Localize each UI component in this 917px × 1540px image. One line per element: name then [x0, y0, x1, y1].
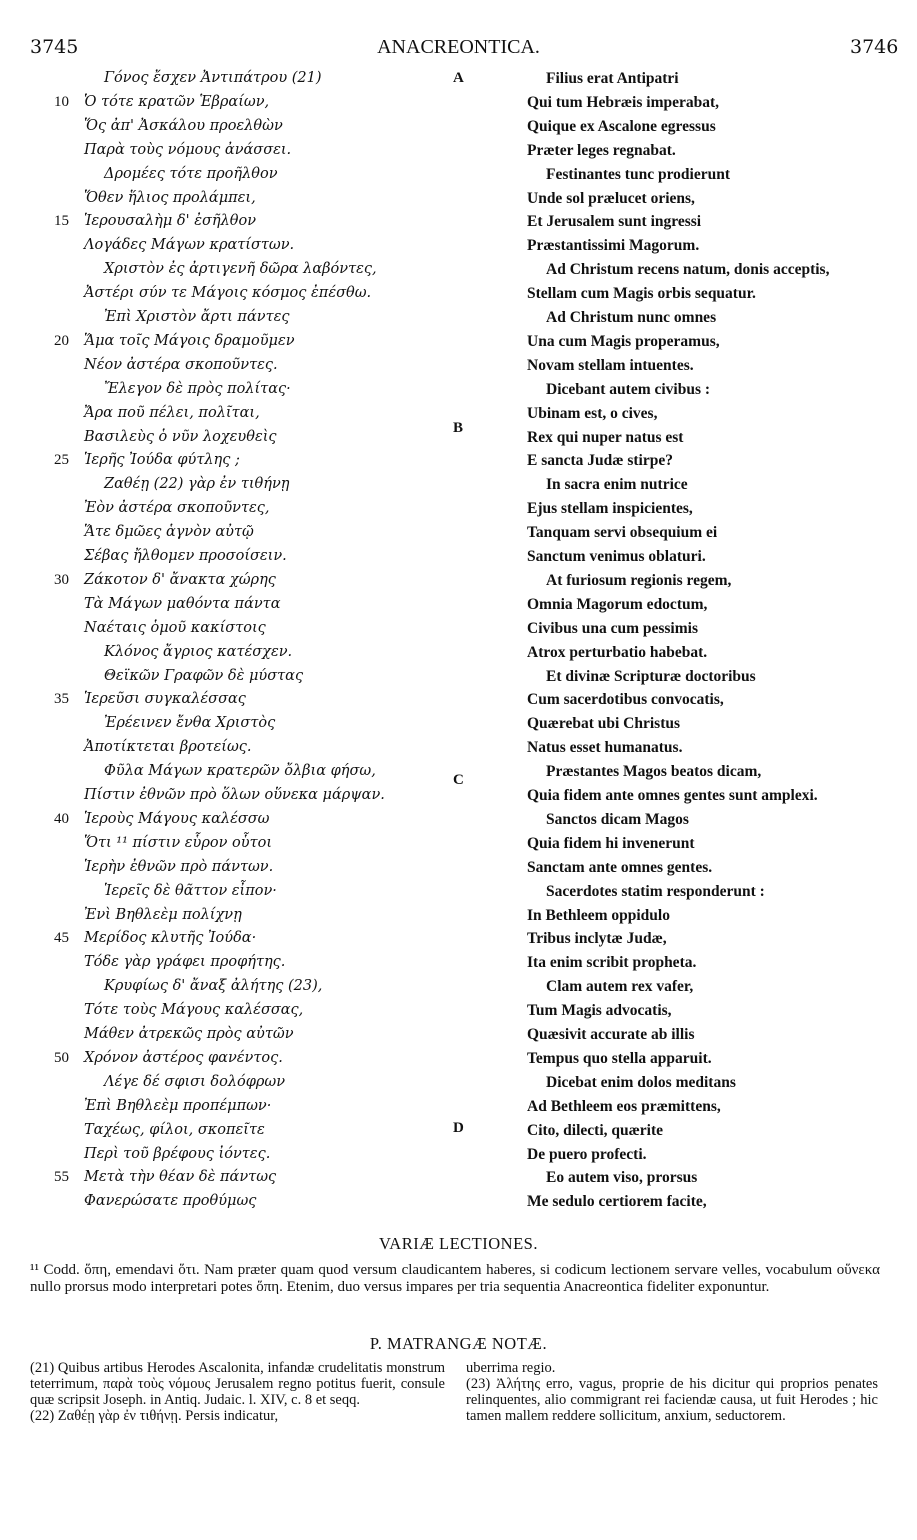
verse-line — [0, 261, 917, 285]
verse-line — [0, 309, 917, 333]
verse-line — [0, 930, 917, 954]
greek-verse: Ἐὸν ἀστέρα σκοποῦντες, — [84, 500, 270, 516]
latin-verse: Cito, dilecti, quærite — [527, 1122, 664, 1139]
verse-line — [0, 1146, 917, 1170]
verse-line — [0, 715, 917, 739]
greek-verse: Ἐρέεινεν ἔνθα Χριστὸς — [104, 715, 276, 731]
verse-line — [0, 811, 917, 835]
latin-verse: Stellam cum Magis orbis sequatur. — [527, 285, 756, 302]
latin-verse: Tribus inclytæ Judæ, — [527, 930, 667, 947]
verse-line — [0, 500, 917, 524]
verse-line — [0, 70, 917, 94]
latin-verse: At furiosum regionis regem, — [546, 572, 732, 589]
verse-line — [0, 954, 917, 978]
greek-verse: Ἅτε δμῶες ἁγνὸν αὐτῷ — [84, 524, 254, 540]
greek-verse: Δρομέες τότε προῆλθον — [104, 166, 278, 182]
latin-verse: Cum sacerdotibus convocatis, — [527, 691, 724, 708]
latin-verse: Novam stellam intuentes. — [527, 357, 694, 374]
latin-verse: Civibus una cum pessimis — [527, 620, 698, 637]
verse-line — [0, 572, 917, 596]
column-marker-b: B — [453, 420, 464, 436]
verse-line — [0, 118, 917, 142]
latin-verse: Una cum Magis properamus, — [527, 333, 720, 350]
latin-verse: Præter leges regnabat. — [527, 142, 676, 159]
latin-verse: Quia fidem hi invenerunt — [527, 835, 695, 852]
greek-verse: Ἀστέρι σύν τε Μάγοις κόσμος ἐπέσθω. — [84, 285, 372, 301]
greek-verse: Φανερώσατε προθύμως — [84, 1193, 257, 1209]
greek-verse: Περὶ τοῦ βρέφους ἰόντες. — [84, 1146, 271, 1162]
greek-verse: Ζάκοτον δ' ἄνακτα χώρης — [84, 572, 276, 588]
latin-verse: E sancta Judæ stirpe? — [527, 452, 673, 469]
verse-line — [0, 476, 917, 500]
verse-line — [0, 333, 917, 357]
latin-verse: In sacra enim nutrice — [546, 476, 688, 493]
verse-line — [0, 166, 917, 190]
latin-verse: Et divinæ Scripturæ doctoribus — [546, 668, 756, 685]
note-22: (22) Ζαθέῃ γὰρ ἐν τιθήνῃ. Persis indicatur, — [30, 1408, 279, 1424]
verse-line — [0, 1050, 917, 1074]
verse-line — [0, 1122, 917, 1146]
greek-verse: Ἅμα τοῖς Μάγοις δραμοῦμεν — [84, 333, 295, 349]
verse-line — [0, 237, 917, 261]
latin-verse: De puero profecti. — [527, 1146, 647, 1163]
greek-verse: Τότε τοὺς Μάγους καλέσσας, — [84, 1002, 304, 1018]
latin-verse: In Bethleem oppidulo — [527, 907, 670, 924]
column-marker-d: D — [453, 1120, 464, 1136]
greek-verse: Κλόνος ἄγριος κατέσχεν. — [104, 644, 293, 660]
verse-line — [0, 859, 917, 883]
verse-line — [0, 429, 917, 453]
verse-line — [0, 787, 917, 811]
verse-line — [0, 94, 917, 118]
verse-line — [0, 668, 917, 692]
latin-verse: Ejus stellam inspicientes, — [527, 500, 693, 517]
verse-line — [0, 1074, 917, 1098]
greek-verse: Ἱεροὺς Μάγους καλέσσω — [84, 811, 270, 827]
verse-line — [0, 1026, 917, 1050]
latin-verse: Quique ex Ascalone egressus — [527, 118, 716, 135]
latin-verse: Ita enim scribit propheta. — [527, 954, 697, 971]
greek-verse: Παρὰ τοὺς νόμους ἀνάσσει. — [84, 142, 292, 158]
greek-verse: Ὅθεν ἥλιος προλάμπει, — [84, 190, 256, 206]
note-23: (23) Ἀλήτης erro, vagus, proprie de his dicitur qui proprios penates relinquentes, alio commigrant rei faciendæ causa, ut fuit Herodes ; hic tamen mallem reddere sollicitum, anxium, seductorem. — [466, 1376, 878, 1424]
latin-verse: Ad Christum nunc omnes — [546, 309, 717, 326]
note-21: (21) Quibus artibus Herodes Ascalonita, infandæ crudelitatis monstrum teterrimum, παρὰ τοὺς νόμους Jerusalem regno potitus fuerit, consule quæ scripsit Joseph. in Antiq. Judaic. l. XIV, c. 8 et seqq. — [30, 1360, 445, 1408]
latin-verse: Quæsivit accurate ab illis — [527, 1026, 695, 1043]
verse-line — [0, 405, 917, 429]
greek-verse: Χρόνον ἀστέρος φανέντος. — [84, 1050, 283, 1066]
latin-verse: Natus esset humanatus. — [527, 739, 683, 756]
greek-verse: Ὅς ἀπ' Ἀσκάλου προελθὼν — [84, 118, 283, 134]
greek-verse: Ἱερεῦσι συγκαλέσσας — [84, 691, 246, 707]
notes-title: P. MATRANGÆ NOTÆ. — [369, 1334, 548, 1353]
latin-verse: Tanquam servi obsequium ei — [527, 524, 718, 541]
latin-verse: Quia fidem ante omnes gentes sunt amplexi. — [527, 787, 818, 804]
latin-verse: Ad Christum recens natum, donis acceptis, — [546, 261, 830, 278]
greek-verse: Ἱερὴν ἐθνῶν πρὸ πάντων. — [84, 859, 274, 875]
verse-line — [0, 357, 917, 381]
variae-lectiones-title: VARIÆ LECTIONES. — [379, 1234, 538, 1253]
greek-verse: Σέβας ἤλθομεν προσοίσειν. — [84, 548, 287, 564]
line-number: 30 — [54, 572, 69, 588]
verse-line — [0, 835, 917, 859]
notes-left-column — [30, 1360, 445, 1424]
latin-verse: Quærebat ubi Christus — [527, 715, 681, 732]
latin-verse: Sanctam ante omnes gentes. — [527, 859, 713, 876]
verse-line — [0, 620, 917, 644]
left-page-number: 3745 — [30, 36, 79, 58]
latin-verse: Rex qui nuper natus est — [527, 429, 684, 446]
greek-verse: Ἱερουσαλὴμ δ' ἐσῆλθον — [84, 213, 257, 229]
line-number: 35 — [54, 691, 69, 707]
verse-line — [0, 739, 917, 763]
greek-verse: Φῦλα Μάγων κρατερῶν ὄλβια φήσω, — [104, 763, 376, 779]
latin-verse: Qui tum Hebræis imperabat, — [527, 94, 720, 111]
latin-verse: Eo autem viso, prorsus — [546, 1169, 698, 1186]
latin-verse: Et Jerusalem sunt ingressi — [527, 213, 702, 230]
greek-verse: Ἔλεγον δὲ πρὸς πολίτας· — [104, 381, 291, 397]
column-marker-a: A — [453, 70, 464, 86]
greek-verse: Ναέταις ὁμοῦ κακίστοις — [84, 620, 266, 636]
greek-verse: Ἄρα ποῦ πέλει, πολῖται, — [84, 405, 260, 421]
greek-verse: Βασιλεὺς ὁ νῦν λοχευθεὶς — [84, 429, 277, 445]
verse-line — [0, 978, 917, 1002]
greek-verse: Λέγε δέ σφισι δολόφρων — [104, 1074, 286, 1090]
verse-line — [0, 381, 917, 405]
greek-verse: Ἀποτίκτεται βροτείως. — [84, 739, 252, 755]
line-number: 50 — [54, 1050, 69, 1066]
verse-line — [0, 213, 917, 237]
verse-line — [0, 1169, 917, 1193]
latin-verse: Præstantissimi Magorum. — [527, 237, 700, 254]
line-number: 40 — [54, 811, 69, 827]
greek-verse: Ὁ τότε κρατῶν Ἑβραίων, — [84, 94, 270, 110]
greek-verse: Ὅτι ¹¹ πίστιν εὗρον οὗτοι — [84, 835, 273, 851]
latin-verse: Sanctum venimus oblaturi. — [527, 548, 706, 565]
greek-verse: Μετὰ τὴν θέαν δὲ πάντως — [84, 1169, 277, 1185]
verse-line — [0, 1193, 917, 1217]
variae-lectiones-text: ¹¹ Codd. ὅπη, emendavi ὅτι. Nam præter quam quod versum claudicantem haberes, si codicum lectionem servare velles, vocabulum οὕνεκα nullo prorsus modo interpretari potes ὅπη. Etenim, duo versus impares per tria sequentia Anacreontica fideliter exponuntur. — [30, 1262, 880, 1295]
greek-verse: Ἐνὶ Βηθλεὲμ πολίχνῃ — [84, 907, 242, 923]
line-number: 15 — [54, 213, 69, 229]
verse-line — [0, 763, 917, 787]
running-title: ANACREONTICA. — [377, 36, 540, 58]
verse-line — [0, 907, 917, 931]
note-22-continuation: uberrima regio. — [466, 1360, 556, 1376]
latin-verse: Omnia Magorum edoctum, — [527, 596, 708, 613]
greek-verse: Πίστιν ἐθνῶν πρὸ ὅλων οὕνεκα μάρψαν. — [84, 787, 385, 803]
greek-verse: Ζαθέῃ (22) γὰρ ἐν τιθήνῃ — [104, 476, 290, 492]
greek-verse: Λογάδες Μάγων κρατίστων. — [84, 237, 295, 253]
latin-verse: Tempus quo stella apparuit. — [527, 1050, 712, 1067]
verse-line — [0, 1098, 917, 1122]
verse-line — [0, 285, 917, 309]
verse-line — [0, 452, 917, 476]
column-marker-c: C — [453, 772, 464, 788]
greek-verse: Τόδε γὰρ γράφει προφήτης. — [84, 954, 286, 970]
latin-verse: Dicebant autem civibus : — [546, 381, 711, 398]
greek-verse: Κρυφίως δ' ἄναξ ἀλήτης (23), — [104, 978, 323, 994]
latin-verse: Præstantes Magos beatos dicam, — [546, 763, 762, 780]
latin-verse: Filius erat Antipatri — [546, 70, 679, 87]
greek-verse: Ἱερῆς Ἰούδα φύτλης ; — [84, 452, 240, 468]
latin-verse: Ad Bethleem eos præmittens, — [527, 1098, 721, 1115]
verse-line — [0, 190, 917, 214]
verse-line — [0, 524, 917, 548]
line-number: 55 — [54, 1169, 69, 1185]
verse-line — [0, 1002, 917, 1026]
greek-verse: Θεϊκῶν Γραφῶν δὲ μύστας — [104, 668, 304, 684]
greek-verse: Ἐπὶ Βηθλεὲμ προπέμπων· — [84, 1098, 272, 1114]
latin-verse: Atrox perturbatio habebat. — [527, 644, 708, 661]
notes-right-column — [466, 1360, 878, 1424]
greek-verse: Νέον ἀστέρα σκοποῦντες. — [84, 357, 278, 373]
latin-verse: Me sedulo certiorem facite, — [527, 1193, 707, 1210]
latin-verse: Festinantes tunc prodierunt — [546, 166, 731, 183]
latin-verse: Sacerdotes statim responderunt : — [546, 883, 765, 900]
line-number: 25 — [54, 452, 69, 468]
right-page-number: 3746 — [850, 36, 899, 58]
verse-line — [0, 691, 917, 715]
latin-verse: Unde sol prælucet oriens, — [527, 190, 695, 207]
verse-line — [0, 883, 917, 907]
latin-verse: Sanctos dicam Magos — [546, 811, 689, 828]
greek-verse: Ταχέως, φίλοι, σκοπεῖτε — [84, 1122, 265, 1138]
verse-line — [0, 644, 917, 668]
greek-verse: Γόνος ἔσχεν Ἀντιπάτρου (21) — [104, 70, 322, 86]
verse-line — [0, 142, 917, 166]
greek-verse: Τὰ Μάγων μαθόντα πάντα — [84, 596, 281, 612]
greek-verse: Μερίδος κλυτῆς Ἰούδα· — [84, 930, 257, 946]
line-number: 45 — [54, 930, 69, 946]
line-number: 20 — [54, 333, 69, 349]
verse-line — [0, 548, 917, 572]
greek-verse: Ἱερεῖς δὲ θᾶττον εἶπον· — [104, 883, 277, 899]
greek-verse: Ἐπὶ Χριστὸν ἄρτι πάντες — [104, 309, 290, 325]
line-number: 10 — [54, 94, 69, 110]
latin-verse: Tum Magis advocatis, — [527, 1002, 672, 1019]
latin-verse: Ubinam est, o cives, — [527, 405, 658, 422]
greek-verse: Χριστὸν ἐς ἀρτιγενῆ δῶρα λαβόντες, — [104, 261, 377, 277]
latin-verse: Clam autem rex vafer, — [546, 978, 694, 995]
greek-verse: Μάθεν ἀτρεκῶς πρὸς αὐτῶν — [84, 1026, 294, 1042]
latin-verse: Dicebat enim dolos meditans — [546, 1074, 736, 1091]
verse-line — [0, 596, 917, 620]
